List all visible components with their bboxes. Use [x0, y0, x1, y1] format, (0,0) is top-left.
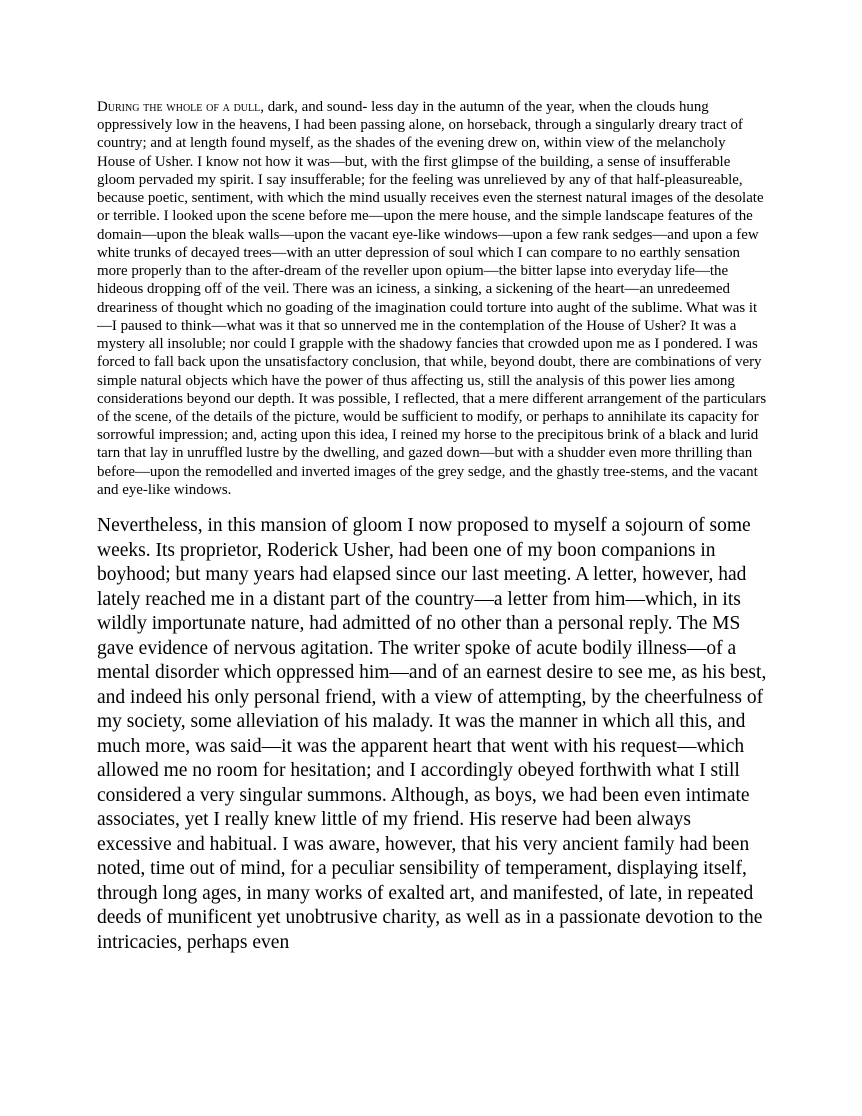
- opening-paragraph: [97, 98, 767, 499]
- opening-paragraph-text: dark, and sound- less day in the autumn of the year, when the clouds hung oppressively low in the heavens, I had been passing alone, on horseback, through a singularly dreary tract of country; and at length found myself, as the shades of the evening drew on, within view of the melancholy House of Usher. I know not how it was—but, with the first glimpse of the building, a sense of insufferable gloom pervaded my spirit. I say insufferable; for the feeling was unrelieved by any of that half-pleasureable, because poetic, sentiment, with which the mind usually receives even the sternest natural images of the desolate or terrible. I looked upon the scene before me—upon the mere house, and the simple landscape features of the domain—upon the bleak walls—upon the vacant eye-like windows—upon a few rank sedges—and upon a few white trunks of decayed trees—with an utter depression of soul which I can compare to no earthly sensation more properly than to the after-dream of the reveller upon opium—the bitter lapse into everyday life—the hideous dropping off of the veil. There was an iciness, a sinking, a sickening of the heart—an unredeemed dreariness of thought which no goading of the imagination could torture into aught of the sublime. What was it—I paused to think—what was it that so unnerved me in the contemplation of the House of Usher? It was a mystery all insoluble; nor could I grapple with the shadowy fancies that crowded upon me as I pondered. I was forced to fall back upon the unsatisfactory conclusion, that while, beyond doubt, there are combinations of very simple natural objects which have the power of thus affecting us, still the analysis of this power lies among considerations beyond our depth. It was possible, I reflected, that a mere different arrangement of the particulars of the scene, of the details of the picture, would be sufficient to modify, or perhaps to annihilate its capacity for sorrowful impression; and, acting upon this idea, I reined my horse to the precipitous brink of a black and lurid tarn that lay in unruffled lustre by the dwelling, and gazed down—but with a shudder even more thrilling than before—upon the remodelled and inverted images of the grey sedge, and the ghastly tree-stems, and the vacant and eye-like windows.: [97, 99, 767, 498]
- opening-small-caps-phrase: During the whole of a dull,: [97, 99, 264, 115]
- second-paragraph-text: Nevertheless, in this mansion of gloom I now proposed to myself a sojourn of some weeks. Its proprietor, Roderick Usher, had been one of my boon companions in boyhood; but many years had elapsed since our last meeting. A letter, however, had lately reached me in a distant part of the country—a letter from him—which, in its wildly importunate nature, had admitted of no other than a personal reply. The MS gave evidence of nervous agitation. The writer spoke of acute bodily illness—of a mental disorder which oppressed him—and of an earnest desire to see me, as his best, and indeed his only personal friend, with a view of attempting, by the cheerfulness of my society, some alleviation of his malady. It was the manner in which all this, and much more, was said—it was the apparent heart that went with his request—which allowed me no room for hesitation; and I accordingly obeyed forthwith what I still considered a very singular summons. Although, as boys, we had been even intimate associates, yet I really knew little of my friend. His reserve had been always excessive and habitual. I was aware, however, that his very ancient family had been noted, time out of mind, for a peculiar sensibility of temperament, displaying itself, through long ages, in many works of exalted art, and manifested, of late, in repeated deeds of munificent yet unobtrusive charity, as well as in a passionate devotion to the intricacies, perhaps even: [97, 515, 767, 953]
